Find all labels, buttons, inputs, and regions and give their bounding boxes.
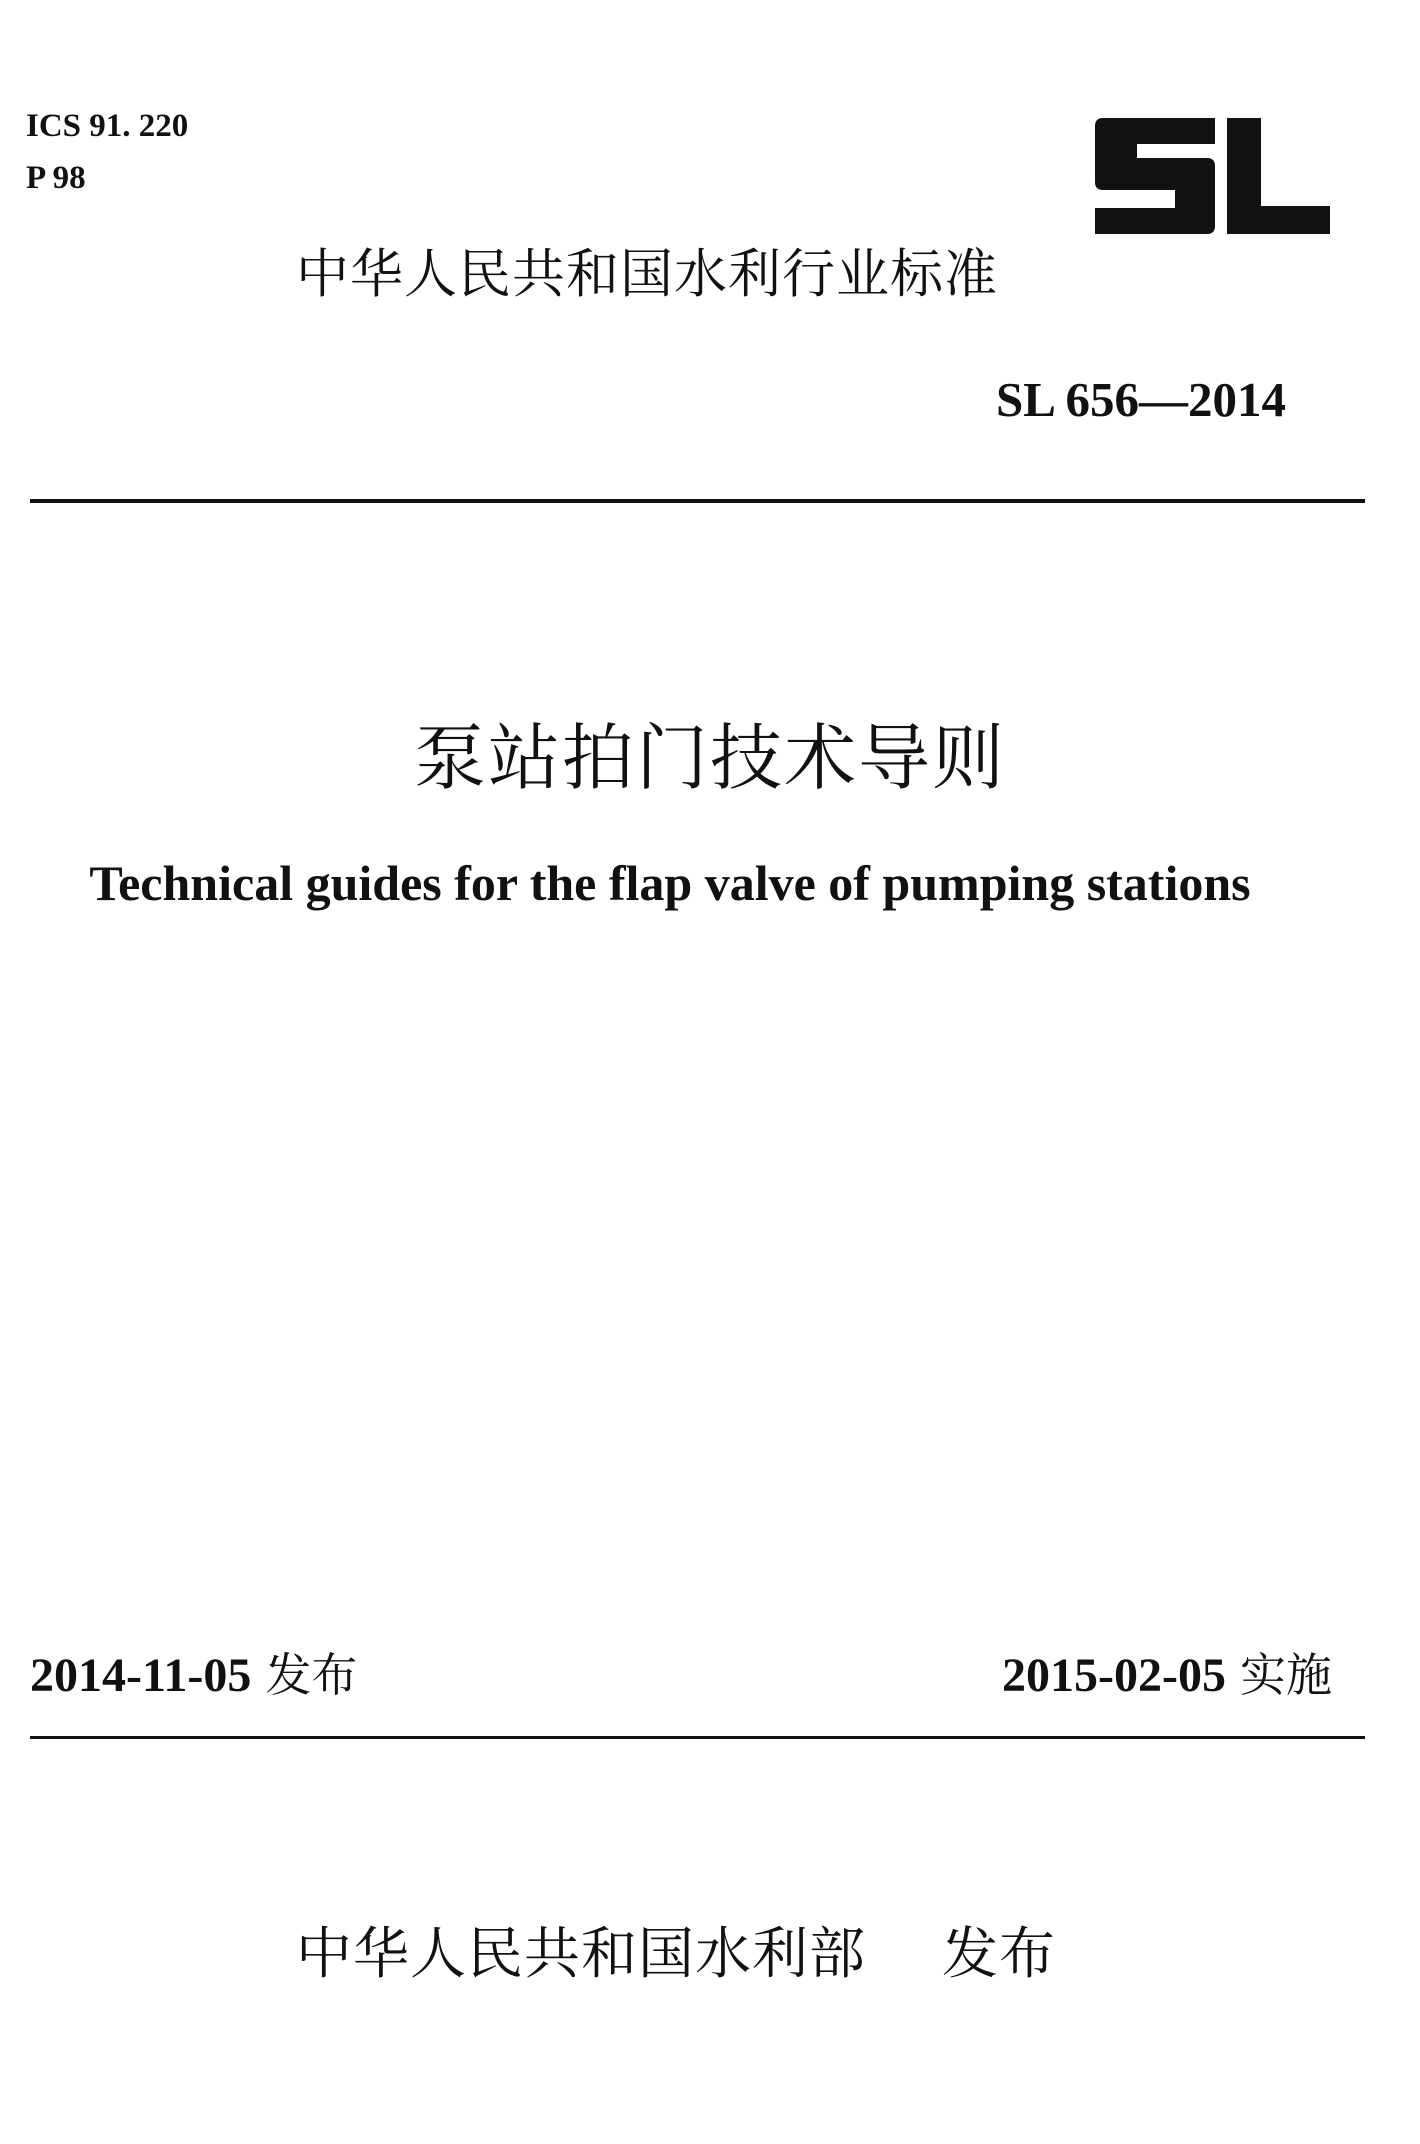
title-chinese: 泵站拍门技术导则 xyxy=(413,716,1006,800)
implement-date: 2015-02-05 xyxy=(1002,1649,1226,1702)
bottom-rule xyxy=(30,1736,1365,1739)
implement-label: 实施 xyxy=(1240,1648,1332,1702)
publisher: 中华人民共和国水利部 xyxy=(296,1922,866,1987)
top-rule xyxy=(30,499,1365,503)
sl-logo-letter-s xyxy=(1095,118,1215,234)
issue-date: 2014-11-05 xyxy=(30,1649,252,1702)
standard-number: SL 656—2014 xyxy=(996,372,1286,427)
ics-code: ICS 91. 220 xyxy=(26,108,189,144)
classification-code: P 98 xyxy=(26,160,86,196)
implement-date-line xyxy=(1002,1648,1332,1702)
title-english: Technical guides for the flap valve of pumping stations xyxy=(89,855,1251,911)
standard-type: 中华人民共和国水利行业标准 xyxy=(296,244,998,305)
sl-logo xyxy=(1095,118,1330,234)
issue-label: 发布 xyxy=(265,1648,358,1702)
issue-date-line xyxy=(30,1648,358,1702)
sl-logo-letter-l xyxy=(1227,118,1330,234)
publish-label: 发布 xyxy=(942,1922,1056,1987)
